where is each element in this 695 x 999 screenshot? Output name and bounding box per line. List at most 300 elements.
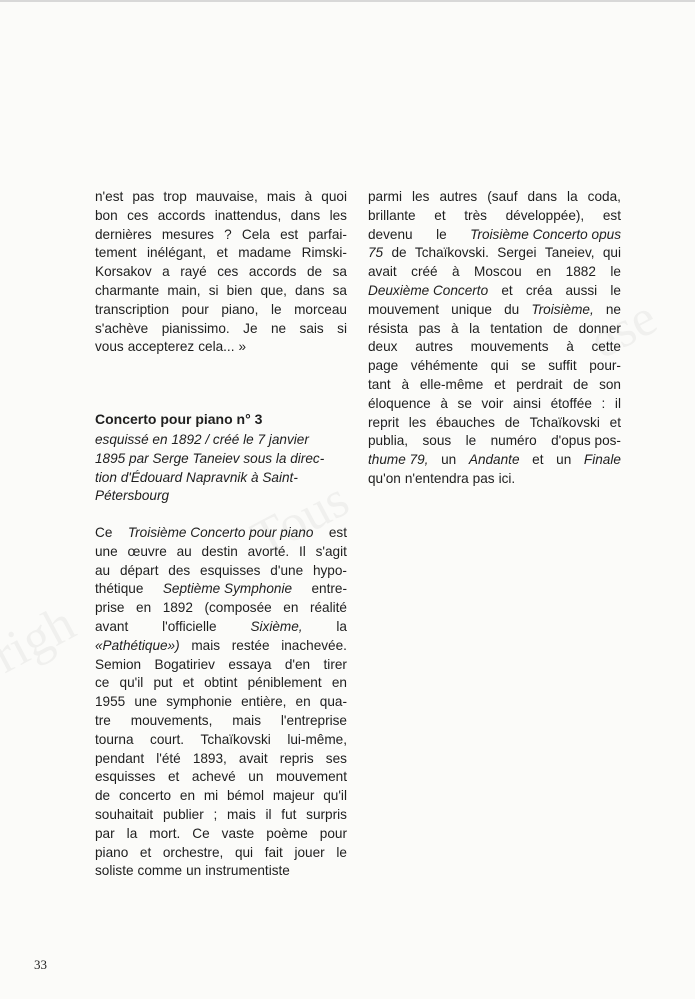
text-word: se xyxy=(457,395,472,411)
text-word: surpris xyxy=(306,806,347,822)
text-line xyxy=(368,338,621,357)
text-line xyxy=(95,674,347,693)
text-word: pour xyxy=(181,301,209,317)
text-line xyxy=(95,731,347,750)
text-word: sa xyxy=(332,282,347,298)
text-word: souhaitait xyxy=(95,806,154,822)
text-word: poème xyxy=(266,825,308,841)
text-word: avorté. xyxy=(247,543,290,559)
text-word: en xyxy=(331,675,347,691)
text-word: : xyxy=(601,395,606,411)
text-word: Septième Symphonie xyxy=(162,581,293,597)
text-word: ses xyxy=(325,750,347,766)
text-word: autres xyxy=(415,339,453,355)
text-line xyxy=(95,637,347,656)
text-word: mesures xyxy=(161,226,214,242)
text-word: et xyxy=(182,675,194,691)
text-word: n'entendra xyxy=(404,470,469,486)
text-word: ce xyxy=(95,675,110,691)
text-word: en xyxy=(295,694,311,710)
text-word: se xyxy=(521,358,536,374)
text-word: Tchaïkovski xyxy=(529,414,600,430)
subtitle-line: tion d'Édouard Napravnik à Saint- xyxy=(95,469,298,485)
text-word: si xyxy=(337,320,347,336)
text-word: Troisième Concerto opus xyxy=(470,226,621,242)
text-word: piano, xyxy=(221,301,259,317)
text-word: achevé xyxy=(191,769,236,785)
text-word: destin xyxy=(201,543,238,559)
text-word: éloquence xyxy=(368,395,431,411)
text-word: Korsakov xyxy=(95,264,152,280)
text-word: vous xyxy=(95,339,124,355)
page-edge xyxy=(0,0,695,2)
text-line xyxy=(95,543,347,562)
text-word: (sauf xyxy=(487,189,518,204)
text-word: à xyxy=(440,395,448,411)
text-word: qu'il xyxy=(119,675,144,691)
text-word: pour- xyxy=(589,358,621,374)
text-word: mouvement xyxy=(275,769,347,785)
text-word: deux xyxy=(368,339,398,355)
text-word: le xyxy=(436,226,447,242)
text-word: donner xyxy=(578,320,621,336)
subtitle-line: Pétersbourg xyxy=(95,488,170,504)
text-word: œuvre xyxy=(127,543,167,559)
text-word: Finale xyxy=(583,452,621,468)
text-word: véhémente xyxy=(410,358,479,374)
text-word: la xyxy=(336,618,347,634)
text-word: mort. xyxy=(149,825,181,841)
text-word: comme xyxy=(137,863,183,879)
text-word: sous xyxy=(422,433,452,449)
text-word: main, xyxy=(167,282,201,298)
text-word: par xyxy=(95,825,115,841)
text-line xyxy=(95,226,347,245)
text-word: tement xyxy=(95,245,137,261)
text-word: piano xyxy=(95,844,129,860)
text-word: avant xyxy=(95,618,129,634)
text-line xyxy=(368,244,621,263)
text-word: au xyxy=(95,562,111,578)
text-word: Taneiev, xyxy=(544,245,595,261)
text-word: ici. xyxy=(498,470,516,486)
text-word: brillante xyxy=(368,207,416,223)
text-word: devenu xyxy=(368,226,413,242)
text-word: des xyxy=(168,562,191,578)
text-word: Tchaïkovski. xyxy=(414,245,489,261)
text-word: publier xyxy=(162,806,204,822)
text-word: tentation xyxy=(490,320,543,336)
text-word: pas xyxy=(472,470,495,486)
text-line xyxy=(95,825,347,844)
text-line xyxy=(368,301,621,320)
text-word: rayé xyxy=(180,264,207,280)
text-word: un xyxy=(556,452,572,468)
text-word: à xyxy=(304,189,313,204)
text-word: la xyxy=(567,189,578,204)
text-word: autres xyxy=(439,189,478,204)
text-word: le xyxy=(465,433,477,449)
text-word: dans xyxy=(295,282,325,298)
text-word: et xyxy=(139,844,152,860)
text-word: (composée xyxy=(204,600,272,616)
text-line xyxy=(95,656,347,675)
text-line xyxy=(95,712,347,731)
text-word: l'officielle xyxy=(162,618,217,634)
text-word: Rimski- xyxy=(301,245,347,261)
text-word: Tchaïkovski xyxy=(200,731,271,747)
text-word: et xyxy=(168,769,180,785)
text-word: court. xyxy=(150,731,185,747)
text-word: transcription xyxy=(95,301,170,317)
text-word: à xyxy=(451,320,459,336)
text-word: au xyxy=(176,543,192,559)
text-word: la xyxy=(469,320,480,336)
text-word: ces xyxy=(217,264,239,280)
text-line xyxy=(95,618,347,637)
text-word: dans xyxy=(527,189,558,204)
text-word: mi xyxy=(203,788,219,804)
text-word: coda, xyxy=(587,189,621,204)
text-word: Bogatiriev xyxy=(154,656,215,672)
text-word: départ xyxy=(119,562,159,578)
text-line xyxy=(95,282,347,301)
section-heading: Concerto pour piano n° 3 xyxy=(95,411,263,427)
text-word: Andante xyxy=(468,452,520,468)
text-word: morceau xyxy=(294,301,347,317)
text-word: mais xyxy=(191,637,221,653)
text-line xyxy=(95,693,347,712)
text-line xyxy=(95,562,347,581)
text-word: «Pathétique») xyxy=(95,637,180,653)
text-word: aussi xyxy=(565,282,598,298)
text-word: inachevée. xyxy=(281,637,347,653)
text-line xyxy=(95,244,347,263)
text-word: une xyxy=(95,543,118,559)
text-word: mais xyxy=(232,712,261,728)
text-word: est xyxy=(602,207,621,223)
text-word: à xyxy=(401,376,410,392)
text-word: bon xyxy=(95,207,118,223)
text-word: de xyxy=(573,376,589,392)
text-line xyxy=(368,357,621,376)
text-word: la xyxy=(126,825,138,841)
text-word: et xyxy=(216,245,228,261)
text-word: un xyxy=(248,769,264,785)
text-word: avait xyxy=(368,264,397,280)
text-word: dans xyxy=(290,207,321,223)
text-word: concerto xyxy=(118,788,172,804)
text-word: l'été xyxy=(156,750,181,766)
text-word: créa xyxy=(525,282,553,298)
text-word: Cela xyxy=(241,226,270,242)
text-word: Sixième, xyxy=(250,618,303,634)
text-word: d'une xyxy=(270,562,304,578)
text-word: si xyxy=(208,282,219,298)
text-word: entière, xyxy=(241,694,287,710)
text-word: de xyxy=(552,320,569,336)
text-word: orchestre, xyxy=(162,844,224,860)
text-word: mauvaise, xyxy=(195,189,258,204)
text-line xyxy=(368,470,621,489)
text-word: essaya xyxy=(228,656,272,672)
text-word: esquisses xyxy=(200,562,261,578)
text-word: et xyxy=(609,414,621,430)
text-word: hypo- xyxy=(312,562,347,578)
text-word: péniblement xyxy=(247,675,322,691)
text-word: qui xyxy=(490,358,509,374)
text-word: ainsi xyxy=(513,395,541,411)
text-word: en xyxy=(136,600,152,616)
text-line xyxy=(368,188,621,207)
text-word: page xyxy=(368,358,399,374)
text-word: le xyxy=(336,844,347,860)
text-word: perdrait xyxy=(516,376,563,392)
text-word: mouvements, xyxy=(130,712,213,728)
text-line xyxy=(95,768,347,787)
text-word: ; xyxy=(213,806,218,822)
watermark-left xyxy=(0,594,85,685)
text-word: 1892 xyxy=(162,600,193,616)
text-word: et xyxy=(494,376,506,392)
text-word: jouer xyxy=(294,844,325,860)
left-column-top-text xyxy=(95,188,347,357)
text-word: qui xyxy=(602,245,621,261)
text-word: le xyxy=(610,282,621,298)
text-word: unique xyxy=(451,301,492,317)
text-line xyxy=(95,750,347,769)
text-word: très xyxy=(464,207,487,223)
text-word: tant xyxy=(368,376,391,392)
text-word: n'est xyxy=(95,189,124,204)
text-word: de xyxy=(306,264,323,280)
text-word: pendant xyxy=(95,750,145,766)
text-word: dernières xyxy=(95,226,152,242)
text-line xyxy=(95,263,347,282)
text-word: qu'on xyxy=(368,470,401,486)
text-line xyxy=(95,844,347,863)
text-line xyxy=(95,207,347,226)
text-word: et xyxy=(501,282,513,298)
text-word: en xyxy=(179,788,196,804)
text-word: a xyxy=(162,264,170,280)
text-line xyxy=(368,207,621,226)
text-line xyxy=(95,806,347,825)
text-line xyxy=(368,414,621,433)
text-word: d'en xyxy=(284,656,311,672)
text-word: Troisième Concerto pour piano xyxy=(127,525,314,540)
text-word: que, xyxy=(260,282,287,298)
text-word: à xyxy=(566,339,574,355)
text-word: Ce xyxy=(95,525,113,540)
text-word: accords xyxy=(157,207,206,223)
text-word: ébauches xyxy=(435,414,495,430)
text-word: reprit xyxy=(368,414,399,430)
text-word: un xyxy=(441,452,457,468)
text-word: développée), xyxy=(505,207,585,223)
text-word: 1882 xyxy=(565,264,596,280)
text-word: cette xyxy=(591,339,621,355)
text-line xyxy=(368,226,621,245)
right-column-text xyxy=(368,188,621,489)
text-line xyxy=(95,862,347,881)
text-word: publia, xyxy=(368,433,409,449)
text-line xyxy=(368,395,621,414)
text-word: Deuxième Concerto xyxy=(368,282,489,298)
text-line xyxy=(368,451,621,470)
text-line xyxy=(95,599,347,618)
text-word: bémol xyxy=(227,788,265,804)
text-line xyxy=(368,282,621,301)
text-word: restée xyxy=(231,637,270,653)
text-word: parmi xyxy=(368,189,402,204)
text-word: voir xyxy=(481,395,504,411)
text-word: inélégant, xyxy=(147,245,206,261)
text-line xyxy=(368,263,621,282)
text-word: et xyxy=(434,207,446,223)
text-word: qu'il xyxy=(323,788,347,804)
text-word: fait xyxy=(264,844,283,860)
text-word: 75 xyxy=(368,245,384,261)
text-word: étoffée xyxy=(550,395,592,411)
text-word: un xyxy=(186,863,202,879)
text-word: accepterez xyxy=(127,339,195,355)
text-word: pianissimo. xyxy=(161,320,230,336)
text-word: tre xyxy=(95,712,111,728)
text-word: le xyxy=(610,264,621,280)
text-word: madame xyxy=(238,245,292,261)
text-word: il xyxy=(614,395,621,411)
text-word: pour xyxy=(319,825,347,841)
text-word: » xyxy=(238,339,247,355)
text-word: ne xyxy=(605,301,621,317)
text-word: majeur xyxy=(272,788,315,804)
text-word: avait xyxy=(238,750,268,766)
text-word: elle-même xyxy=(419,376,484,392)
text-word: en xyxy=(283,600,299,616)
text-word: en xyxy=(536,264,552,280)
section-subtitle xyxy=(95,431,347,506)
text-word: thume 79, xyxy=(368,452,429,468)
text-word: Il xyxy=(299,543,306,559)
text-word: il xyxy=(265,806,272,822)
text-line xyxy=(95,580,347,599)
text-word: inattendus, xyxy=(214,207,282,223)
text-word: Ce xyxy=(192,825,210,841)
text-word: à xyxy=(452,264,460,280)
text-word: une xyxy=(134,694,158,710)
text-word: suffit xyxy=(548,358,577,374)
text-word: s'agit xyxy=(315,543,347,559)
text-word: put xyxy=(153,675,173,691)
text-line xyxy=(95,524,347,543)
text-word: et xyxy=(532,452,544,468)
text-word: repris xyxy=(279,750,314,766)
text-word: thétique xyxy=(95,581,144,597)
text-word: symphonie xyxy=(166,694,232,710)
text-word: de xyxy=(391,245,407,261)
subtitle-line: esquissé en 1892 / créé le 7 janvier xyxy=(95,432,309,447)
text-word: les xyxy=(408,414,427,430)
text-line xyxy=(368,376,621,395)
text-word: vaste xyxy=(221,825,255,841)
text-word: pas xyxy=(418,320,441,336)
text-line xyxy=(95,338,347,357)
text-word: son xyxy=(599,376,621,392)
text-word: trop xyxy=(163,189,187,204)
text-line xyxy=(368,320,621,339)
text-word: les xyxy=(329,207,347,223)
text-word: qua- xyxy=(319,694,347,710)
text-word: réalité xyxy=(309,600,347,616)
text-word: charmante xyxy=(95,282,160,298)
text-word: tourna xyxy=(95,731,134,747)
text-word: bien xyxy=(226,282,253,298)
text-word: résista xyxy=(368,320,409,336)
text-word: quoi xyxy=(321,189,347,204)
text-word: fut xyxy=(281,806,297,822)
text-word: accords xyxy=(248,264,297,280)
text-word: Semion xyxy=(95,656,142,672)
text-word: cela... xyxy=(198,339,235,355)
text-word: Moscou xyxy=(474,264,522,280)
text-word: tirer xyxy=(323,656,347,672)
text-word: de xyxy=(95,788,111,804)
text-line xyxy=(95,188,347,207)
text-word: obtint xyxy=(204,675,238,691)
text-word: esquisses xyxy=(95,769,156,785)
text-word: pas xyxy=(132,189,155,204)
text-word: prise xyxy=(95,600,125,616)
text-word: qui xyxy=(234,844,254,860)
text-word: l'entreprise xyxy=(280,712,347,728)
text-word: sa xyxy=(332,264,347,280)
left-column-body-text xyxy=(95,524,347,881)
text-word: de xyxy=(504,414,520,430)
text-word: ces xyxy=(127,207,149,223)
text-word: du xyxy=(504,301,520,317)
text-word: d'opus pos- xyxy=(551,433,621,449)
text-line xyxy=(95,301,347,320)
text-word: est xyxy=(328,525,347,540)
text-word: mouvement xyxy=(368,301,440,317)
text-word: mouvements xyxy=(470,339,549,355)
text-line xyxy=(368,432,621,451)
subtitle-line: 1895 par Serge Taneiev sous la direc- xyxy=(95,450,325,466)
text-line xyxy=(95,320,347,339)
text-word: instrumentiste xyxy=(205,863,290,879)
text-word: mais xyxy=(266,189,296,204)
page-number: 33 xyxy=(34,957,47,972)
text-word: Sergei xyxy=(497,245,537,261)
text-word: entre- xyxy=(311,581,347,597)
text-word: s'achève xyxy=(95,320,149,336)
text-word: créé xyxy=(411,264,438,280)
text-word: Troisième, xyxy=(531,301,594,317)
text-word: soliste xyxy=(95,863,134,879)
text-word: est xyxy=(280,226,299,242)
text-word: parfai- xyxy=(308,226,347,242)
text-word: sais xyxy=(299,320,324,336)
text-word: mais xyxy=(227,806,256,822)
text-word: numéro xyxy=(490,433,537,449)
text-word: le xyxy=(270,301,282,317)
text-line xyxy=(95,787,347,806)
text-word: 1955 xyxy=(95,694,126,710)
text-word: ne xyxy=(270,320,287,336)
text-word: ? xyxy=(224,226,232,242)
text-word: 1893, xyxy=(192,750,227,766)
